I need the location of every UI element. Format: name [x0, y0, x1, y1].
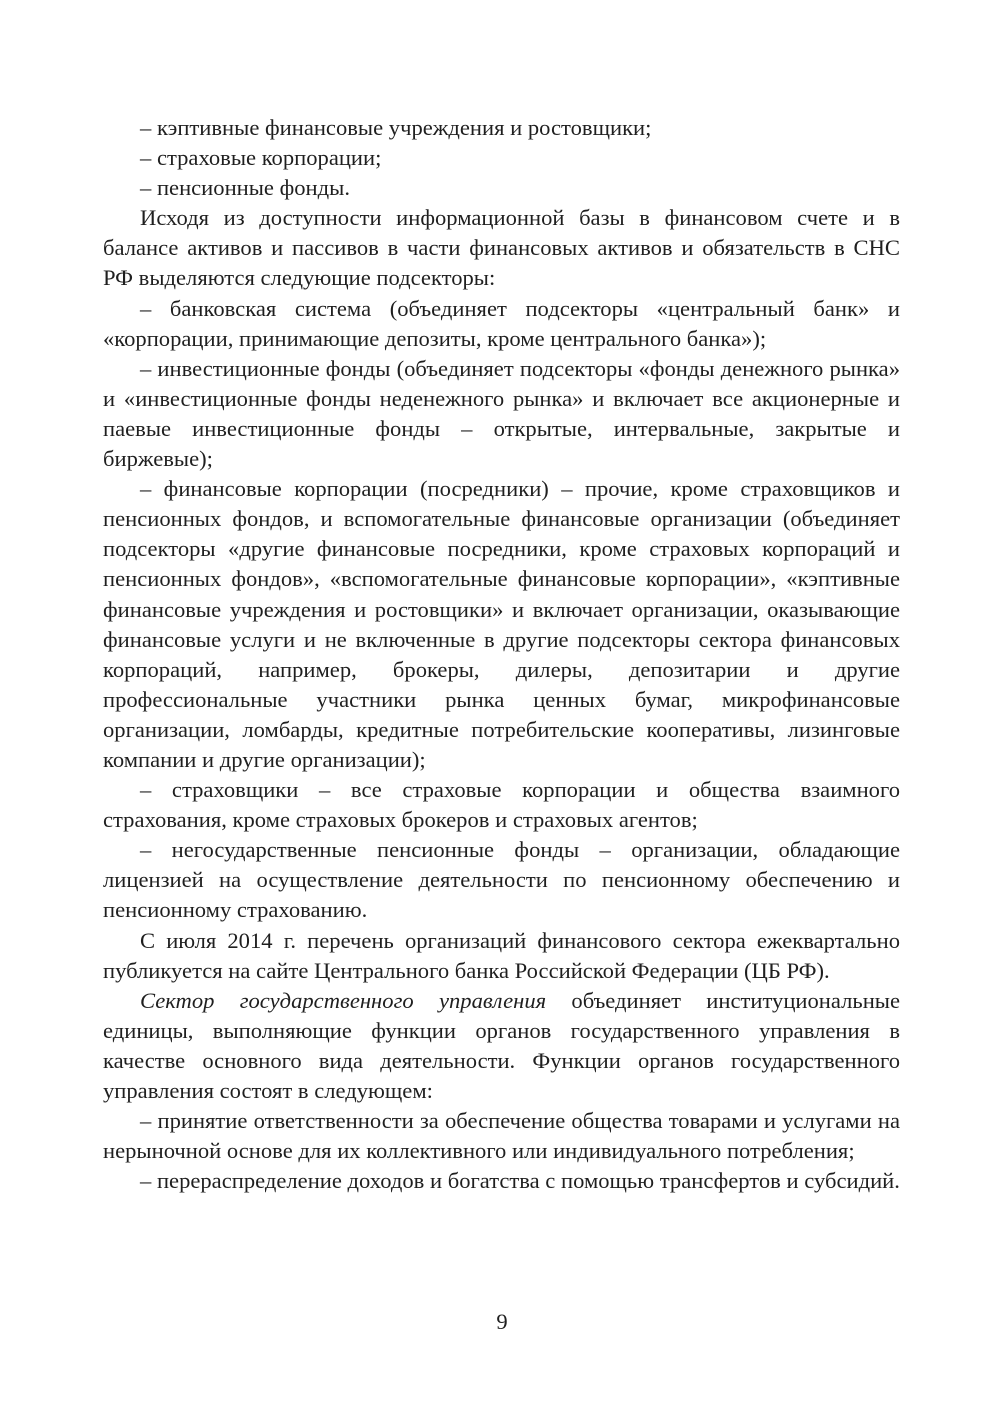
- paragraph: – финансовые корпорации (посредники) – прочие, кроме страховщиков и пенсионных фондов, и вспомогательные финансовые организации (объединяет подсекторы «другие финансовые посредники, кроме страховых корпораций и пенсионных фондов», «вспомогательные финансовые корпорации», «кэптивные финансовые учреждения и ростовщики» и включает организации, оказывающие финансовые услуги и не включенные в другие подсекторы сектора финансовых корпораций, например, брокеры, дилеры, депозитарии и другие профессиональные участники рынка ценных бумаг, микрофинансовые организации, ломбарды, кредитные потребительские кооперативы, лизинговые компании и другие организации);: [103, 476, 900, 772]
- paragraph: – пенсионные фонды.: [140, 175, 350, 201]
- paragraph: Исходя из доступности информационной базы в финансовом счете и в балансе активов и пассивов в части финансовых активов и обязательств в СНС РФ выделяются следующие подсекторы:: [103, 205, 900, 291]
- paragraph: – банковская система (объединяет подсекторы «центральный банк» и «корпорации, принимающие депозиты, кроме центрального банка»);: [103, 295, 900, 351]
- paragraph: – перераспределение доходов и богатства с помощью трансфертов и субсидий.: [140, 1168, 900, 1194]
- paragraph: – инвестиционные фонды (объединяет подсекторы «фонды денежного рынка» и «инвестиционные фонды неденежного рынка» и включает все акционерные и паевые инвестиционные фонды – открытые, интервальные, закрытые и биржевые);: [103, 355, 900, 472]
- paragraph-text: объединяет институциональные единицы, выполняющие функции органов государственного управления в качестве основного вида деятельности. Функции органов государственного управления состоят в следующем:: [103, 987, 900, 1103]
- paragraph: – принятие ответственности за обеспечение общества товарами и услугами на нерыночной основе для их коллективного или индивидуального потребления;: [103, 1108, 900, 1164]
- italic-term: Сектор государственного управления: [140, 987, 547, 1013]
- paragraph: – страховщики – все страховые корпорации и общества взаимного страхования, кроме страховых брокеров и страховых агентов;: [103, 777, 900, 833]
- paragraph: – страховые корпорации;: [140, 145, 382, 171]
- paragraph: С июля 2014 г. перечень организаций финансового сектора ежеквартально публикуется на сайте Центрального банка Российской Федерации (ЦБ РФ).: [103, 927, 900, 983]
- page-body: [103, 113, 900, 1196]
- page-number: 9: [496, 1309, 508, 1334]
- paragraph-with-italic-term: [103, 986, 900, 1106]
- paragraph: – кэптивные финансовые учреждения и ростовщики;: [140, 115, 652, 140]
- paragraph: – негосударственные пенсионные фонды – организации, обладающие лицензией на осуществление деятельности по пенсионному обеспечению и пенсионному страхованию.: [103, 837, 900, 923]
